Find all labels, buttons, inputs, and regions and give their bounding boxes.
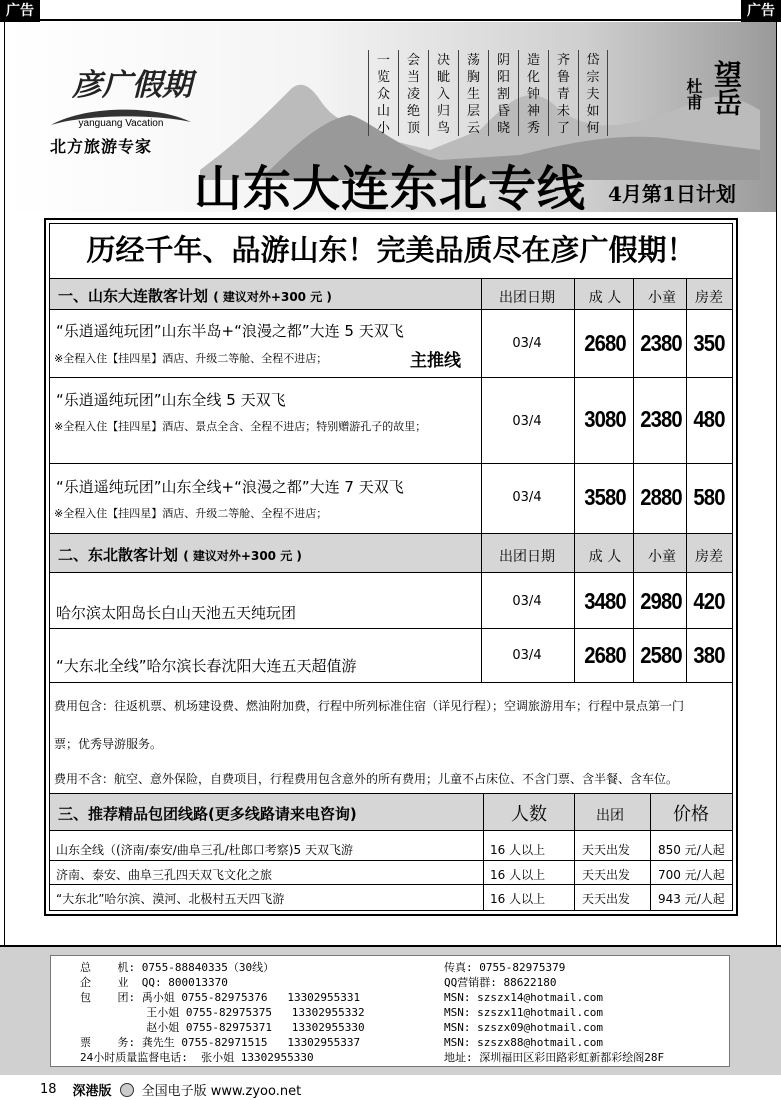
- section1-title: 一、山东大连散客计划: [58, 287, 209, 305]
- s3-row-3-price: 943 元/人起: [658, 892, 725, 906]
- poem-line: 齐 鲁 青 未 了: [548, 50, 578, 136]
- poem-line: 一 览 众 山 小: [368, 50, 398, 136]
- fee-included-cont: 票；优秀导游服务。: [54, 737, 163, 751]
- poem-line: 会 当 凌 绝 顶: [398, 50, 428, 136]
- s2-route-2-date: 03/4: [512, 648, 542, 663]
- section3-header: [50, 793, 732, 831]
- contact-line: 包 团: 禹小姐 0755-82975376 13302955331: [80, 991, 361, 1004]
- ad-label-left: 广告: [0, 0, 40, 22]
- fee-excluded: 费用不含：航空、意外保险，自费项目，行程费用包含意外的所有费用；儿童不占床位、不含门票、含半餐、含车位。: [54, 772, 679, 786]
- s3-header-people: 人数: [511, 804, 547, 825]
- s2-route-1: 哈尔滨太阳岛长白山天池五天纯玩团: [56, 604, 297, 622]
- contact-line: 票 务: 龚先生 0755-82971515 13302955337: [80, 1036, 361, 1049]
- poem-line: 造 化 钟 神 秀: [518, 50, 548, 136]
- s3-row-1-depart: 天天出发: [582, 843, 631, 857]
- s3-row-1-price: 850 元/人起: [658, 843, 725, 857]
- s1-route-1-adult: 2680: [584, 330, 626, 356]
- page-number: 18: [40, 1082, 57, 1097]
- page-title: 山东大连东北专线: [194, 161, 587, 217]
- contact-line: MSN: szszx88@hotmail.com: [444, 1036, 603, 1049]
- col-divider: [633, 278, 634, 682]
- divider: [50, 377, 732, 378]
- s1-route-2-child: 2380: [640, 406, 682, 432]
- s1-route-3-note: ※全程入住【挂四星】酒店、升级二等舱、全程不进店；: [54, 507, 328, 520]
- contact-line: 王小姐 0755-82975375 13302955332: [80, 1006, 365, 1019]
- s1-route-3-child: 2880: [640, 484, 682, 510]
- s1-header-room: 房差: [695, 290, 723, 306]
- contact-line: 24小时质量监督电话: 张小姐 13302955330: [80, 1051, 314, 1064]
- s1-route-2: “乐逍遥纯玩团”山东全线 5 天双飞: [56, 391, 286, 409]
- poem-line: 决 眦 入 归 鸟: [428, 50, 458, 136]
- logo-badge-text: yanguang Vacation: [78, 118, 164, 129]
- s3-row-2-price: 700 元/人起: [658, 868, 725, 882]
- s1-header-adult: 成 人: [588, 290, 622, 306]
- s3-row-3-people: 16 人以上: [490, 892, 546, 906]
- s3-row-3-name: “大东北”哈尔滨、漠河、北极村五天四飞游: [56, 892, 285, 906]
- s1-route-1-date: 03/4: [512, 336, 542, 351]
- s1-route-1: “乐逍遥纯玩团”山东半岛+“浪漫之都”大连 5 天双飞: [56, 322, 404, 340]
- col-divider: [650, 793, 651, 910]
- fee-included: 费用包含：往返机票、机场建设费、燃油附加费，行程中所列标准住宿（详见行程）；空调旅游用车；行程中景点第一门: [54, 699, 685, 713]
- s3-row-1-people: 16 人以上: [490, 843, 546, 857]
- s1-route-2-date: 03/4: [512, 414, 542, 429]
- contact-line: 地址: 深圳福田区彩田路彩虹新都彩绘阁28F: [444, 1051, 665, 1064]
- s3-row-2-name: 济南、泰安、曲阜三孔四天双飞文化之旅: [56, 868, 273, 882]
- divider: [50, 628, 732, 629]
- s2-header-date: 出团日期: [499, 549, 555, 565]
- section1-note: ( 建议对外+300 元 ): [213, 290, 332, 304]
- s1-route-1-note: ※全程入住【挂四星】酒店、升级二等舱、全程不进店；: [54, 352, 328, 365]
- contact-line: MSN: szszx11@hotmail.com: [444, 1006, 603, 1019]
- contact-line: MSN: szszx14@hotmail.com: [444, 991, 603, 1004]
- divider: [50, 463, 732, 464]
- s2-route-2-child: 2580: [640, 642, 682, 668]
- site-link[interactable]: 全国电子版 www.zyoo.net: [141, 1084, 302, 1099]
- poem-line: 岱 宗 夫 如 何: [578, 50, 608, 136]
- s2-route-1-room: 420: [693, 588, 725, 614]
- s3-row-2-depart: 天天出发: [582, 868, 631, 882]
- section2-title: 二、东北散客计划: [58, 546, 179, 564]
- s1-route-3-date: 03/4: [512, 490, 542, 505]
- section2-header: [50, 533, 732, 573]
- poem-title: 望岳: [710, 60, 743, 116]
- s2-header-room: 房差: [695, 549, 723, 565]
- divider: [50, 860, 732, 861]
- main-push-tag: 主推线: [410, 351, 461, 371]
- col-divider: [686, 278, 687, 682]
- ad-label-right: 广告: [741, 0, 781, 22]
- col-divider: [481, 278, 482, 682]
- s1-route-1-room: 350: [693, 330, 725, 356]
- s2-header-adult: 成 人: [588, 549, 622, 565]
- s3-row-3-depart: 天天出发: [582, 892, 631, 906]
- s1-route-3-room: 580: [693, 484, 725, 510]
- divider: [50, 682, 732, 683]
- logo-swoosh: [46, 100, 196, 130]
- s3-row-2-people: 16 人以上: [490, 868, 546, 882]
- s1-route-1-child: 2380: [640, 330, 682, 356]
- s2-route-1-date: 03/4: [512, 594, 542, 609]
- s1-header-child: 小童: [648, 290, 676, 306]
- col-divider: [574, 278, 575, 682]
- s2-route-2-adult: 2680: [584, 642, 626, 668]
- logo-name: 彦广假期: [72, 68, 192, 103]
- section3-title: 三、推荐精品包团线路(更多线路请来电咨询): [58, 805, 357, 823]
- s2-header-child: 小童: [648, 549, 676, 565]
- poem: [368, 50, 608, 136]
- divider: [50, 884, 732, 885]
- contact-line: MSN: szszx09@hotmail.com: [444, 1021, 603, 1034]
- s1-header-date: 出团日期: [499, 290, 555, 306]
- contact-line: 传真: 0755-82975379: [444, 961, 566, 974]
- s1-route-2-room: 480: [693, 406, 725, 432]
- col-divider: [483, 793, 484, 910]
- page-footer: [40, 1080, 301, 1099]
- s3-row-1-name: 山东全线（(济南/泰安/曲阜三孔/杜郎口考察)5 天双飞游: [56, 843, 353, 857]
- logo-slogan: 北方旅游专家: [50, 137, 153, 156]
- slogan: 历经千年、品游山东！完美品质尽在彦广假期！: [86, 233, 696, 267]
- section1-header: [50, 278, 732, 310]
- poem-author: 杜甫: [684, 78, 703, 110]
- contact-line: 赵小姐 0755-82975371 13302955330: [80, 1021, 365, 1034]
- contact-line: QQ营销群: 88622180: [444, 976, 557, 989]
- edition-label: 深港版: [72, 1084, 112, 1099]
- poem-line: 荡 胸 生 层 云: [458, 50, 488, 136]
- s2-route-1-adult: 3480: [584, 588, 626, 614]
- plan-date: 4月第1日计划: [608, 182, 736, 206]
- col-divider: [574, 793, 575, 910]
- s3-header-price: 价格: [673, 804, 709, 825]
- s1-route-2-note: ※全程入住【挂四星】酒店、景点全含、全程不进店；特别赠游孔子的故里；: [54, 420, 427, 433]
- poem-line: 阴 阳 割 昏 晓: [488, 50, 518, 136]
- contact-line: 总 机: 0755-88840335（30线）: [80, 961, 275, 974]
- s3-header-depart: 出团: [596, 808, 624, 824]
- s1-route-3: “乐逍遥纯玩团”山东全线+“浪漫之都”大连 7 天双飞: [56, 478, 404, 496]
- edition-logo-icon: [120, 1083, 134, 1097]
- contact-line: 企 业 QQ: 800013370: [80, 976, 228, 989]
- s1-route-2-adult: 3080: [584, 406, 626, 432]
- s1-route-3-adult: 3580: [584, 484, 626, 510]
- section2-note: ( 建议对外+300 元 ): [183, 549, 302, 563]
- s2-route-2: “大东北全线”哈尔滨长春沈阳大连五天超值游: [56, 657, 357, 675]
- s2-route-1-child: 2980: [640, 588, 682, 614]
- s2-route-2-room: 380: [693, 642, 725, 668]
